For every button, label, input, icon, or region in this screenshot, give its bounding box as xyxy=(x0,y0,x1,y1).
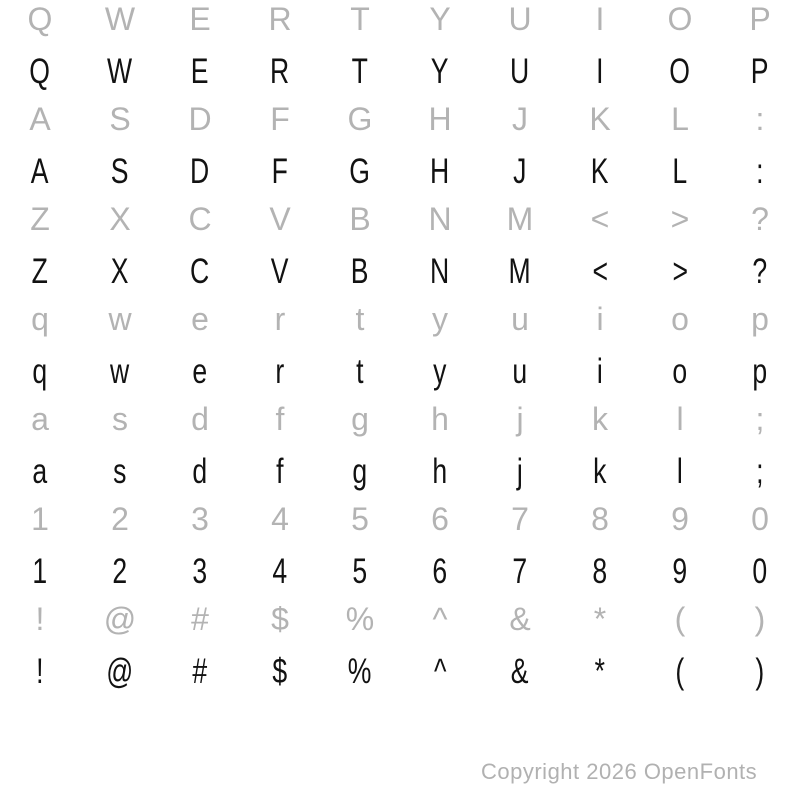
glyph: C xyxy=(188,201,212,237)
glyph-cell xyxy=(320,603,400,635)
glyph: T xyxy=(351,52,369,91)
glyph-cell xyxy=(160,354,240,389)
glyph-cell xyxy=(400,454,480,489)
glyph-cell xyxy=(0,503,80,535)
glyph: @ xyxy=(106,652,134,691)
glyph: : xyxy=(755,101,765,137)
glyph-cell xyxy=(240,403,320,435)
glyph: S xyxy=(111,152,129,191)
glyph: h xyxy=(431,401,449,437)
glyph-cell xyxy=(240,303,320,335)
glyph-cell xyxy=(720,254,800,289)
glyph-cell xyxy=(160,203,240,235)
glyph: B xyxy=(351,252,369,291)
glyph-cell xyxy=(560,103,640,135)
glyph-cell xyxy=(640,254,720,289)
glyph: % xyxy=(348,652,372,691)
glyph: R xyxy=(268,1,292,37)
glyph-cell xyxy=(640,203,720,235)
specimen-row-light-4 xyxy=(0,303,800,335)
glyph: # xyxy=(191,601,209,637)
glyph: L xyxy=(672,152,688,191)
glyph-cell xyxy=(560,54,640,89)
glyph: G xyxy=(347,101,373,137)
glyph-cell xyxy=(400,554,480,589)
glyph: t xyxy=(355,301,365,337)
glyph-cell xyxy=(720,403,800,435)
glyph-cell xyxy=(720,3,800,35)
glyph: K xyxy=(591,152,609,191)
glyph-cell xyxy=(400,103,480,135)
glyph: ? xyxy=(751,201,769,237)
glyph: g xyxy=(351,401,369,437)
glyph-cell xyxy=(720,303,800,335)
glyph: D xyxy=(188,101,212,137)
glyph-cell xyxy=(720,103,800,135)
glyph: ; xyxy=(756,452,764,491)
glyph-cell xyxy=(400,303,480,335)
glyph: P xyxy=(749,1,771,37)
glyph: 3 xyxy=(191,501,209,537)
glyph: y xyxy=(433,352,447,391)
glyph-cell xyxy=(400,154,480,189)
glyph: 4 xyxy=(272,552,288,591)
glyph-cell xyxy=(480,403,560,435)
glyph: Z xyxy=(30,201,50,237)
glyph-cell xyxy=(480,254,560,289)
glyph: j xyxy=(517,452,523,491)
glyph-cell xyxy=(320,303,400,335)
glyph: s xyxy=(113,452,127,491)
glyph: k xyxy=(592,401,608,437)
glyph: h xyxy=(432,452,448,491)
glyph-cell xyxy=(480,554,560,589)
specimen-row-light-7 xyxy=(0,603,800,635)
glyph: 0 xyxy=(752,552,768,591)
glyph: W xyxy=(107,52,133,91)
glyph: s xyxy=(112,401,128,437)
glyph-cell xyxy=(240,254,320,289)
glyph-cell xyxy=(240,54,320,89)
glyph: M xyxy=(506,201,534,237)
glyph-cell xyxy=(320,403,400,435)
glyph: u xyxy=(511,301,529,337)
glyph-cell xyxy=(320,54,400,89)
glyph: V xyxy=(271,252,289,291)
glyph: ! xyxy=(35,601,45,637)
glyph: U xyxy=(510,52,530,91)
glyph-cell xyxy=(560,554,640,589)
glyph: ! xyxy=(36,652,44,691)
glyph-cell xyxy=(400,3,480,35)
glyph: 6 xyxy=(431,501,449,537)
glyph: F xyxy=(271,152,289,191)
glyph-cell xyxy=(0,3,80,35)
glyph: 1 xyxy=(31,501,49,537)
glyph-cell xyxy=(80,3,160,35)
glyph-cell xyxy=(160,103,240,135)
glyph: A xyxy=(31,152,49,191)
specimen-row-light-2 xyxy=(0,103,800,135)
glyph: N xyxy=(428,201,452,237)
glyph: q xyxy=(32,352,48,391)
glyph-cell xyxy=(80,654,160,689)
glyph: l xyxy=(677,452,683,491)
glyph: K xyxy=(589,101,611,137)
glyph: Y xyxy=(429,1,451,37)
glyph: X xyxy=(109,201,131,237)
glyph: L xyxy=(671,101,689,137)
glyph-cell xyxy=(240,3,320,35)
glyph-cell xyxy=(480,503,560,535)
glyph-cell xyxy=(240,354,320,389)
glyph-cell xyxy=(160,154,240,189)
glyph: D xyxy=(190,152,210,191)
glyph: ? xyxy=(752,252,768,291)
glyph: & xyxy=(511,652,529,691)
glyph: Z xyxy=(31,252,49,291)
glyph-cell xyxy=(560,303,640,335)
glyph: f xyxy=(276,452,284,491)
glyph-cell xyxy=(560,454,640,489)
glyph-cell xyxy=(160,303,240,335)
glyph-cell xyxy=(160,54,240,89)
glyph-cell xyxy=(720,454,800,489)
glyph: U xyxy=(508,1,532,37)
glyph-cell xyxy=(160,3,240,35)
glyph: ) xyxy=(754,601,766,637)
glyph-cell xyxy=(240,654,320,689)
glyph: I xyxy=(596,52,604,91)
glyph-cell xyxy=(720,654,800,689)
glyph: e xyxy=(191,301,209,337)
glyph: l xyxy=(676,401,684,437)
glyph-cell xyxy=(560,154,640,189)
glyph-cell xyxy=(0,654,80,689)
glyph-cell xyxy=(560,403,640,435)
glyph: V xyxy=(269,201,291,237)
glyph-cell xyxy=(0,454,80,489)
glyph-cell xyxy=(720,503,800,535)
glyph-cell xyxy=(400,354,480,389)
glyph-cell xyxy=(640,3,720,35)
glyph-cell xyxy=(640,103,720,135)
glyph-cell xyxy=(0,554,80,589)
glyph: Q xyxy=(29,52,51,91)
glyph-cell xyxy=(160,254,240,289)
glyph: ^ xyxy=(432,601,448,637)
glyph-cell xyxy=(480,3,560,35)
glyph-cell xyxy=(560,654,640,689)
glyph-cell xyxy=(240,503,320,535)
glyph: F xyxy=(270,101,290,137)
glyph-cell xyxy=(480,354,560,389)
glyph-cell xyxy=(80,554,160,589)
specimen-row-dark-2 xyxy=(0,154,800,189)
glyph-cell xyxy=(160,454,240,489)
glyph-cell xyxy=(0,203,80,235)
glyph: > xyxy=(670,201,690,237)
glyph: 8 xyxy=(591,501,609,537)
glyph: 4 xyxy=(271,501,289,537)
glyph-cell xyxy=(720,354,800,389)
glyph: 9 xyxy=(672,552,688,591)
glyph: i xyxy=(597,352,603,391)
glyph: 7 xyxy=(511,501,529,537)
glyph-cell xyxy=(640,354,720,389)
glyph: w xyxy=(108,301,132,337)
glyph: S xyxy=(109,101,131,137)
glyph: % xyxy=(345,601,375,637)
glyph: 5 xyxy=(351,501,369,537)
glyph: t xyxy=(356,352,364,391)
glyph-cell xyxy=(160,654,240,689)
glyph-cell xyxy=(640,503,720,535)
glyph: r xyxy=(275,352,285,391)
glyph-cell xyxy=(640,154,720,189)
specimen-row-dark-5 xyxy=(0,454,800,489)
glyph: d xyxy=(192,452,208,491)
glyph: ) xyxy=(755,652,765,691)
glyph-cell xyxy=(560,354,640,389)
glyph: I xyxy=(595,1,605,37)
glyph: r xyxy=(274,301,286,337)
glyph-cell xyxy=(80,154,160,189)
glyph-cell xyxy=(320,203,400,235)
glyph-cell xyxy=(240,203,320,235)
glyph-cell xyxy=(160,503,240,535)
glyph-cell xyxy=(320,354,400,389)
glyph: # xyxy=(192,652,208,691)
glyph: * xyxy=(593,601,607,637)
glyph: J xyxy=(513,152,527,191)
specimen-row-light-6 xyxy=(0,503,800,535)
glyph: P xyxy=(751,52,769,91)
glyph-cell xyxy=(320,3,400,35)
glyph: W xyxy=(104,1,136,37)
glyph: q xyxy=(31,301,49,337)
glyph-cell xyxy=(640,454,720,489)
glyph-cell xyxy=(80,254,160,289)
glyph: 8 xyxy=(592,552,608,591)
glyph-cell xyxy=(80,203,160,235)
glyph: 2 xyxy=(111,501,129,537)
glyph: N xyxy=(430,252,450,291)
glyph: 9 xyxy=(671,501,689,537)
specimen-row-dark-1 xyxy=(0,54,800,89)
glyph-cell xyxy=(640,554,720,589)
glyph: H xyxy=(430,152,450,191)
glyph: 7 xyxy=(512,552,528,591)
glyph-cell xyxy=(480,603,560,635)
glyph-cell xyxy=(160,403,240,435)
glyph-cell xyxy=(160,603,240,635)
glyph-cell xyxy=(0,54,80,89)
glyph-cell xyxy=(720,154,800,189)
glyph: < xyxy=(592,252,608,291)
glyph-cell xyxy=(240,603,320,635)
glyph: e xyxy=(192,352,208,391)
glyph: ^ xyxy=(433,652,447,691)
glyph-cell xyxy=(480,303,560,335)
glyph-cell xyxy=(480,103,560,135)
specimen-row-dark-3 xyxy=(0,254,800,289)
glyph: A xyxy=(29,101,51,137)
glyph-cell xyxy=(720,54,800,89)
glyph-cell xyxy=(80,354,160,389)
glyph: w xyxy=(110,352,130,391)
glyph: g xyxy=(352,452,368,491)
glyph: ( xyxy=(675,652,685,691)
glyph-cell xyxy=(320,254,400,289)
glyph: ( xyxy=(674,601,686,637)
glyph-cell xyxy=(0,603,80,635)
glyph-cell xyxy=(80,603,160,635)
glyph-cell xyxy=(240,103,320,135)
glyph-cell xyxy=(0,103,80,135)
glyph-cell xyxy=(400,603,480,635)
glyph: 3 xyxy=(192,552,208,591)
specimen-row-dark-4 xyxy=(0,354,800,389)
glyph-cell xyxy=(80,303,160,335)
glyph: $ xyxy=(272,652,288,691)
specimen-row-light-5 xyxy=(0,403,800,435)
glyph: d xyxy=(191,401,209,437)
glyph-cell xyxy=(480,654,560,689)
glyph: p xyxy=(751,301,769,337)
glyph-cell xyxy=(240,454,320,489)
glyph-cell xyxy=(480,203,560,235)
glyph-cell xyxy=(640,603,720,635)
glyph-cell xyxy=(320,103,400,135)
glyph-cell xyxy=(80,103,160,135)
glyph-cell xyxy=(480,154,560,189)
glyph: a xyxy=(31,401,49,437)
glyph: H xyxy=(428,101,452,137)
glyph: E xyxy=(189,1,211,37)
glyph: 6 xyxy=(432,552,448,591)
glyph: J xyxy=(512,101,528,137)
glyph-cell xyxy=(80,403,160,435)
glyph-cell xyxy=(400,654,480,689)
glyph-cell xyxy=(400,503,480,535)
glyph-cell xyxy=(640,303,720,335)
glyph: M xyxy=(508,252,532,291)
glyph: a xyxy=(32,452,48,491)
glyph-cell xyxy=(640,54,720,89)
glyph-cell xyxy=(80,503,160,535)
specimen-row-light-1 xyxy=(0,3,800,35)
glyph: B xyxy=(349,201,371,237)
glyph: : xyxy=(756,152,764,191)
glyph: X xyxy=(111,252,129,291)
glyph: o xyxy=(672,352,688,391)
glyph-cell xyxy=(400,203,480,235)
glyph-cell xyxy=(320,454,400,489)
glyph-cell xyxy=(480,454,560,489)
glyph-cell xyxy=(560,254,640,289)
glyph: > xyxy=(672,252,688,291)
glyph: < xyxy=(590,201,610,237)
glyph: p xyxy=(752,352,768,391)
specimen-row-dark-6 xyxy=(0,554,800,589)
glyph-cell xyxy=(560,603,640,635)
glyph: 0 xyxy=(751,501,769,537)
glyph: G xyxy=(349,152,371,191)
glyph-cell xyxy=(640,403,720,435)
glyph-cell xyxy=(320,654,400,689)
glyph-cell xyxy=(160,554,240,589)
glyph-cell xyxy=(560,203,640,235)
glyph-cell xyxy=(80,454,160,489)
glyph-cell xyxy=(0,403,80,435)
glyph-cell xyxy=(320,154,400,189)
glyph-cell xyxy=(400,54,480,89)
glyph: Q xyxy=(27,1,53,37)
glyph: @ xyxy=(103,601,137,637)
specimen-row-dark-7 xyxy=(0,654,800,689)
glyph-cell xyxy=(0,303,80,335)
glyph-cell xyxy=(480,54,560,89)
glyph: 2 xyxy=(112,552,128,591)
glyph: * xyxy=(594,652,606,691)
glyph: Y xyxy=(431,52,449,91)
glyph: E xyxy=(191,52,209,91)
glyph: i xyxy=(596,301,604,337)
glyph: o xyxy=(671,301,689,337)
glyph-cell xyxy=(80,54,160,89)
glyph: $ xyxy=(271,601,289,637)
glyph-cell xyxy=(560,503,640,535)
glyph-cell xyxy=(0,154,80,189)
glyph: f xyxy=(275,401,285,437)
glyph-cell xyxy=(240,554,320,589)
glyph-cell xyxy=(400,254,480,289)
copyright-text: Copyright 2026 OpenFonts xyxy=(481,759,758,784)
glyph-cell xyxy=(720,554,800,589)
glyph: C xyxy=(190,252,210,291)
glyph-cell xyxy=(560,3,640,35)
glyph: j xyxy=(516,401,524,437)
glyph-cell xyxy=(240,154,320,189)
glyph: u xyxy=(512,352,528,391)
glyph-cell xyxy=(320,503,400,535)
specimen-row-light-3 xyxy=(0,203,800,235)
glyph: T xyxy=(350,1,370,37)
glyph-cell xyxy=(320,554,400,589)
glyph-cell xyxy=(720,203,800,235)
glyph: ; xyxy=(755,401,765,437)
glyph-cell xyxy=(640,654,720,689)
glyph-cell xyxy=(400,403,480,435)
glyph: O xyxy=(669,52,691,91)
glyph: R xyxy=(270,52,290,91)
glyph: & xyxy=(509,601,531,637)
glyph-cell xyxy=(720,603,800,635)
glyph: 1 xyxy=(32,552,48,591)
glyph-cell xyxy=(0,354,80,389)
glyph: O xyxy=(667,1,693,37)
glyph: y xyxy=(432,301,448,337)
glyph-cell xyxy=(0,254,80,289)
glyph: 5 xyxy=(352,552,368,591)
glyph: k xyxy=(593,452,607,491)
